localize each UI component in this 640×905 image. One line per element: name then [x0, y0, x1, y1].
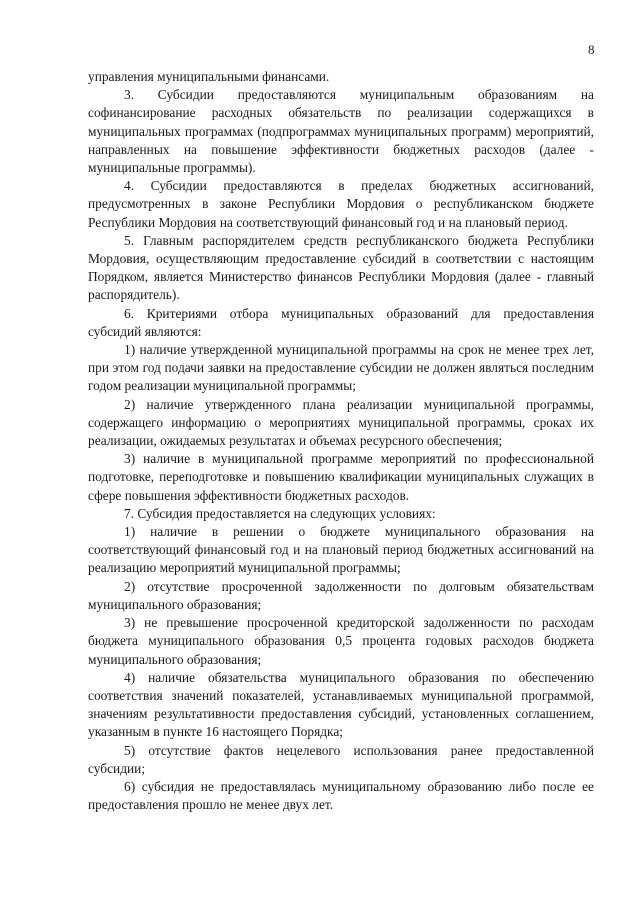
- paragraph: 5. Главным распорядителем средств республиканского бюджета Республики Мордовия, осуществляющим предоставление субсидий в соответствии с настоящим Порядком, является Министерство финансов Республики Мордовия (далее - главный распорядитель).: [88, 232, 594, 303]
- paragraph: 2) наличие утвержденного плана реализации муниципальной программы, содержащего информацию о мероприятиях муниципальной программы, сроках их реализации, ожидаемых результатах и объемах ресурсного обеспечения;: [88, 396, 594, 449]
- paragraph: 6. Критериями отбора муниципальных образований для предоставления субсидий являются:: [88, 305, 594, 339]
- paragraph: 4) наличие обязательства муниципального образования по обеспечению соответствия значений показателей, устанавливаемых муниципальной программой, значениям результативности предоставления субсидий, установленных соглашением, указанным в пункте 16 настоящего Порядка;: [88, 669, 594, 740]
- paragraph: 5) отсутствие фактов нецелевого использования ранее предоставленной субсидии;: [88, 742, 594, 776]
- paragraph: 4. Субсидии предоставляются в пределах бюджетных ассигнований, предусмотренных в законе Республики Мордовия о республиканском бюджете Республики Мордовия на соответствующий финансовый год и на плановый период.: [88, 178, 594, 230]
- paragraph: 1) наличие утвержденной муниципальной программы на срок не менее трех лет, при этом год подачи заявки на предоставление субсидии не должен являться последним годом реализации муниципальной программы;: [88, 342, 594, 394]
- document-body: [88, 68, 594, 814]
- paragraph: 6) субсидия не предоставлялась муниципальному образованию либо после ее предоставления прошло не менее двух лет.: [88, 778, 594, 813]
- page-number: 8: [588, 42, 595, 57]
- paragraph: 2) отсутствие просроченной задолженности по долговым обязательствам муниципального образования;: [88, 578, 594, 612]
- paragraph: 1) наличие в решении о бюджете муниципального образования на соответствующий финансовый год и на плановый период бюджетных ассигнований на реализацию мероприятий муниципальной программы;: [88, 524, 594, 576]
- paragraph: 3) наличие в муниципальной программе мероприятий по профессиональной подготовке, переподготовке и повышению квалификации муниципальных служащих в сфере повышения эффективности бюджетных расходов.: [88, 451, 594, 503]
- paragraph: управления муниципальными финансами.: [88, 69, 330, 84]
- paragraph: 7. Субсидия предоставляется на следующих условиях:: [124, 505, 436, 521]
- paragraph: 3) не превышение просроченной кредиторской задолженности по расходам бюджета муниципального образования 0,5 процента годовых расходов бюджета муниципального образования;: [88, 615, 594, 667]
- paragraph: 3. Субсидии предоставляются муниципальным образованиям на софинансирование расходных обязательств по реализации содержащихся в муниципальных программах (подпрограммах муниципальных программ) мероприятий, направленных на повышение эффективности бюджетных расходов (далее - муниципальные программы).: [88, 87, 594, 176]
